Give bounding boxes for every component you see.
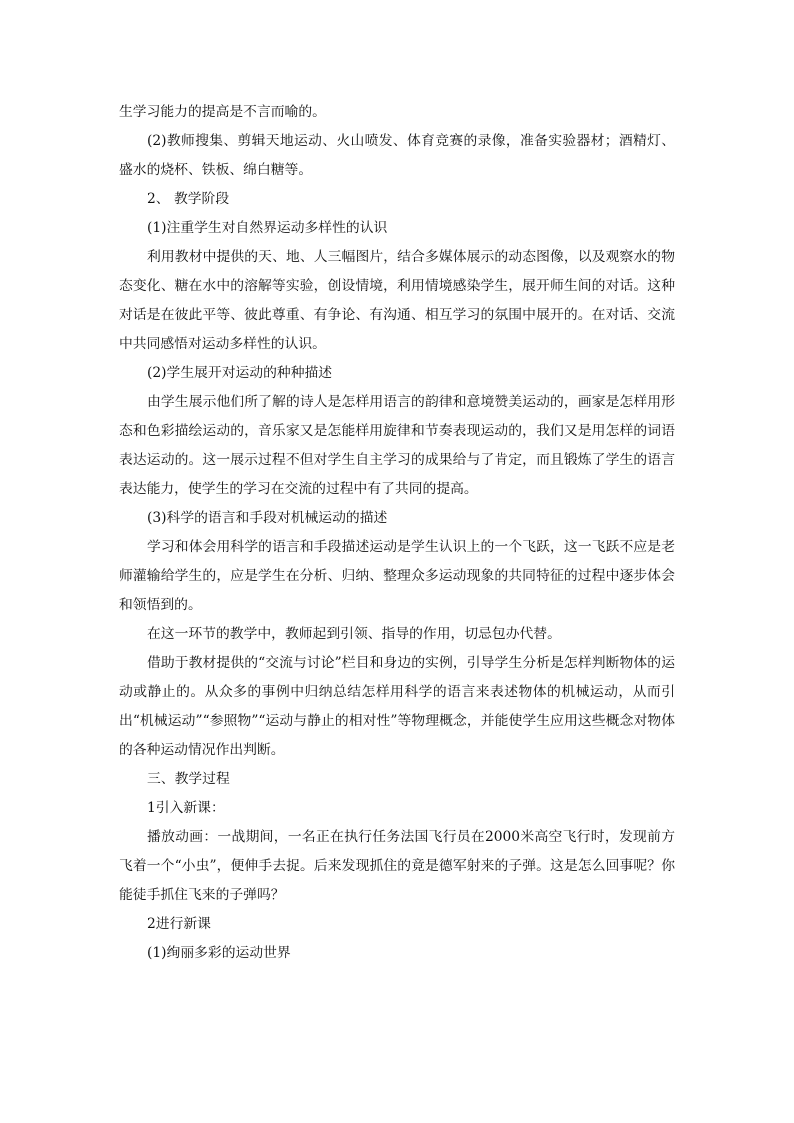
paragraph-3: 利用教材中提供的天、地、人三幅图片，结合多媒体展示的动态图像，以及观察水的物态变化、糖在水中的溶解等实验，创设情境，利用情境感染学生，展开师生间的对话。这种对话是在彼此平等、彼此尊重、有争论、有沟通、相互学习的氛围中展开的。在对话、交流中共同感悟对运动多样性的认识。 <box>119 249 675 352</box>
subheading-2: (2)学生展开对运动的种种描述 <box>147 365 333 381</box>
paragraph-8: 播放动画：一战期间，一名正在执行任务法国飞行员在2000米高空飞行时，发现前方飞着一个“小虫”，便伸手去捉。后来发现抓住的竟是德军射来的子弹。这是怎么回事呢？你能徒手抓住飞来的子弹吗？ <box>119 829 675 903</box>
subheading-new-lesson: 2进行新课 <box>147 916 211 932</box>
subheading-intro: 1引入新课： <box>147 800 225 816</box>
section-heading-teaching-stage: 2、 教学阶段 <box>147 191 230 207</box>
paragraph-5: 学习和体会用科学的语言和手段描述运动是学生认识上的一个飞跃，这一飞跃不应是老师灌输给学生的，应是学生在分析、归纳、整理众多运动现象的共同特征的过程中逐步体会和领悟到的。 <box>119 539 675 613</box>
document-body <box>119 98 675 968</box>
subheading-1: (1)注重学生对自然界运动多样性的认识 <box>147 220 388 236</box>
section-heading-teaching-process: 三、教学过程 <box>147 771 230 787</box>
paragraph-6: 在这一环节的教学中，教师起到引领、指导的作用，切忌包办代替。 <box>147 626 561 642</box>
subheading-colorful-world: (1)绚丽多彩的运动世界 <box>147 945 291 961</box>
subheading-3: (3)科学的语言和手段对机械运动的描述 <box>147 510 388 526</box>
paragraph-2: (2)教师搜集、剪辑天地运动、火山喷发、体育竞赛的录像，准备实验器材；酒精灯、盛水的烧杯、铁板、绵白糖等。 <box>119 133 675 178</box>
paragraph-4: 由学生展示他们所了解的诗人是怎样用语言的韵律和意境赞美运动的，画家是怎样用形态和色彩描绘运动的，音乐家又是怎能样用旋律和节奏表现运动的，我们又是用怎样的词语表达运动的。这一展示过程不但对学生自主学习的成果给与了肯定，而且锻炼了学生的语言表达能力，使学生的学习在交流的过程中有了共同的提高。 <box>119 394 675 497</box>
paragraph-7: 借助于教材提供的“交流与讨论”栏目和身边的实例，引导学生分析是怎样判断物体的运动或静止的。从众多的事例中归纳总结怎样用科学的语言来表述物体的机械运动，从而引出“机械运动”“参照物”“运动与静止的相对性”等物理概念，并能使学生应用这些概念对物体的各种运动情况作出判断。 <box>119 655 675 758</box>
paragraph-1: 生学习能力的提高是不言而喻的。 <box>119 104 326 120</box>
